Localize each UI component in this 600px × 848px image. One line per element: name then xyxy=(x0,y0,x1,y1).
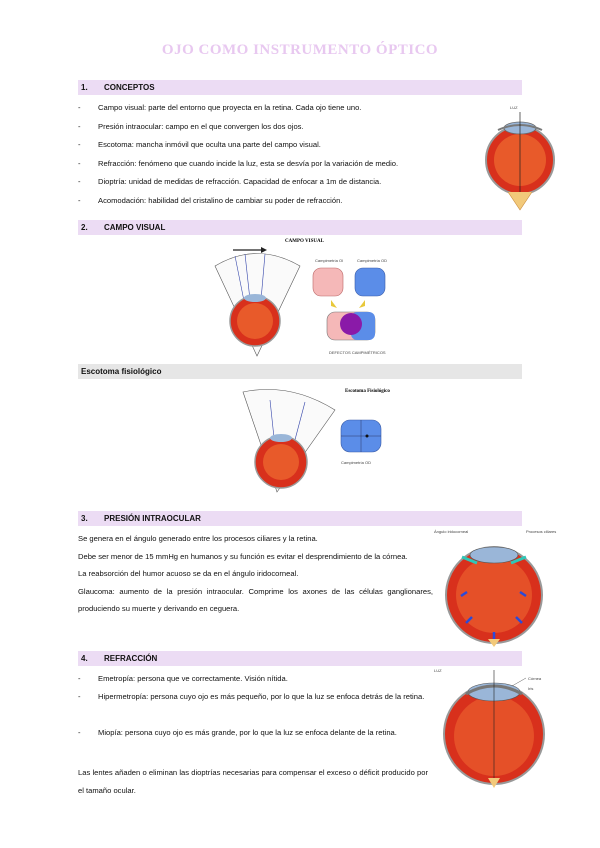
paragraph: Debe ser menor de 15 mmHg en humanos y su función es evitar el desprendimiento de la córnea. xyxy=(78,551,408,561)
section-number: 1. xyxy=(81,83,88,92)
luz-label: LUZ xyxy=(510,105,518,110)
list-item: - Hipermetropía: persona cuyo ojo es más pequeño, por lo que la luz se enfoca detrás de la retina. xyxy=(78,692,425,701)
section-label: CAMPO VISUAL xyxy=(104,223,166,232)
defectos-caption: DEFECTOS CAMPIMÉTRICOS xyxy=(329,350,386,355)
paragraph: La reabsorción del humor acuoso se da en el ángulo iridocorneal. xyxy=(78,569,299,578)
eye-diagram-light xyxy=(478,100,558,215)
section-header-presion xyxy=(78,511,522,526)
campo-visual-figure-title: CAMPO VISUAL xyxy=(285,239,324,244)
section-label: CONCEPTOS xyxy=(104,83,155,92)
escotoma-diagram xyxy=(235,380,390,498)
procesos-label: Procesos ciliares xyxy=(526,529,557,534)
list-item: - Dioptría: unidad de medidas de refracción. Capacidad de enfocar a 1m de distancia. xyxy=(78,177,382,186)
section-header-campo-visual xyxy=(78,220,522,235)
list-item: - Escotoma: mancha inmóvil que oculta una parte del campo visual. xyxy=(78,140,321,149)
list-item: - Refracción: fenómeno que cuando incide la luz, esta se desvía por la variación de medio. xyxy=(78,158,399,168)
escotoma-figure-title: Escotoma Fisiológico xyxy=(345,389,390,394)
refraccion-paragraph: Las lentes añaden o eliminan las dioptrías necesarias para compensar el exceso o déficit producido por el tamaño ocular. xyxy=(78,768,428,795)
presion-eye-diagram xyxy=(432,527,557,647)
section-number: 3. xyxy=(81,514,88,523)
page-title: OJO COMO INSTRUMENTO ÓPTICO xyxy=(161,42,439,58)
list-item: - Miopía: persona cuyo ojo es más grande, por lo que la luz se enfoca delante de la retina. xyxy=(78,728,397,737)
campimetria-caption: Campimetría OD xyxy=(341,460,372,465)
section-number: 2. xyxy=(81,223,88,232)
list-item: - Presión intraocular: campo en el que convergen los dos ojos. xyxy=(78,121,304,131)
refraccion-eye-diagram xyxy=(432,666,557,791)
list-item: - Emetropía: persona que ve correctamente. Visión nítida. xyxy=(78,674,288,683)
section-header-conceptos xyxy=(78,80,522,95)
campo-visual-diagram xyxy=(205,236,395,361)
angulo-label: Ángulo iridocorneal xyxy=(434,529,469,534)
od-label: Campimetría OD xyxy=(357,258,388,263)
section-number: 4. xyxy=(81,654,88,663)
section-label: REFRACCIÓN xyxy=(104,654,158,663)
section-header-refraccion xyxy=(78,651,522,666)
paragraph: Se genera en el ángulo generado entre los procesos ciliares y la retina. xyxy=(78,534,318,543)
list-item: - Campo visual: parte del entorno que proyecta en la retina. Cada ojo tiene uno. xyxy=(78,103,362,112)
presion-text xyxy=(78,530,433,618)
subheading-escotoma: Escotoma fisiológico xyxy=(78,364,522,379)
cornea-label: Córnea xyxy=(528,676,542,681)
oi-label: Campimetría OI xyxy=(315,258,344,263)
section-label: PRESIÓN INTRAOCULAR xyxy=(104,514,201,523)
luz-label-2: LUZ xyxy=(434,668,442,673)
paragraph: Glaucoma: aumento de la presión intraocular. Comprime los axones de las células ganglionares, produciendo su muerte y derivando en ceguera. xyxy=(78,586,433,613)
list-item: - Acomodación: habilidad del cristalino de cambiar su poder de refracción. xyxy=(78,195,343,205)
iris-label: Iris xyxy=(528,686,534,691)
